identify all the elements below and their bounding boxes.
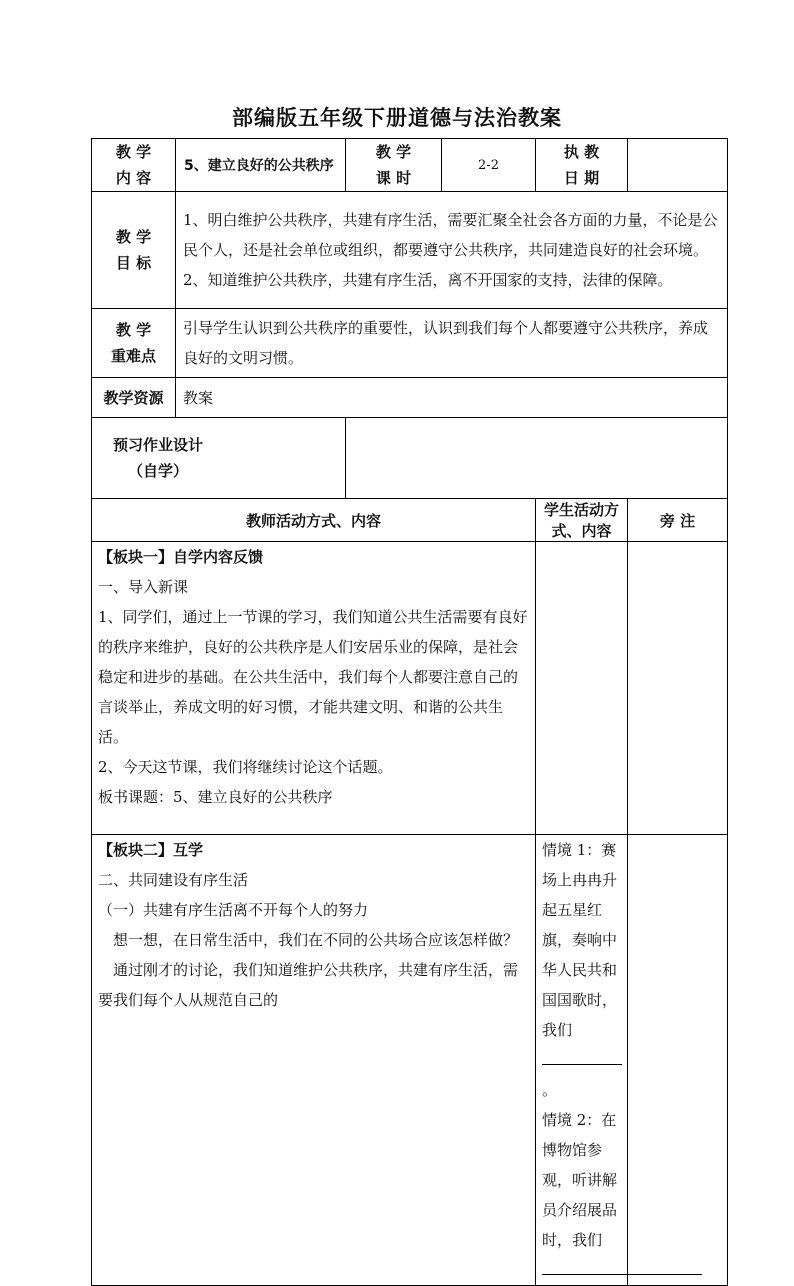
block2-row [92,835,728,1286]
block1-line-4: 板书课题：5、建立良好的公共秩序 [98,788,333,806]
date-label: 执 教 日 期 [536,139,628,192]
block1-heading: 【板块一】自学内容反馈 [98,548,264,566]
resources-label: 教学资源 [92,378,176,418]
document-title: 部编版五年级下册道德与法治教案 [232,106,562,130]
block2-teacher-content [92,835,536,1286]
block2-student-content [536,835,628,1286]
preview-label: 预习作业设计 （自学） [92,418,346,499]
activity-header-row [92,499,728,542]
block1-line-1: 一、导入新课 [98,578,189,596]
block1-notes [628,542,728,835]
answer-blank[interactable] [542,1258,702,1276]
preview-value [346,418,728,499]
block1-student-content [536,542,628,835]
content-label: 教 学 内 容 [92,139,176,192]
resources-row [92,378,728,418]
lesson-plan-table [91,138,728,1286]
preview-row [92,418,728,499]
hours-label: 教 学 课 时 [346,139,442,192]
lesson-topic: 5、建立良好的公共秩序 [176,139,346,192]
answer-blank[interactable] [542,1048,622,1066]
block2-line-3: 想一想，在日常生活中，我们在不同的公共场合应该怎样做？ [113,931,519,949]
student-column-header: 学生活动方式、内容 [536,499,628,542]
hours-value: 2-2 [442,139,536,192]
block2-line-2: （一）共建有序生活离不开每个人的努力 [98,901,369,919]
goals-label: 教 学 目 标 [92,192,176,309]
goals-row [92,192,728,309]
resources-value: 教案 [176,378,728,418]
date-value [628,139,728,192]
goal-item-1: 1、明白维护公共秩序，共建有序生活，需要汇聚全社会各方面的力量，不论是公民个人，还是社会单位或组织，都要遵守公共秩序，共同建造良好的社会环境。 [183,211,718,259]
teacher-column-header: 教师活动方式、内容 [92,499,536,542]
block2-line-4: 通过刚才的讨论，我们知道维护公共秩序，共建有序生活，需要我们每个人从规范自己的 [98,961,519,1009]
block1-row [92,542,728,835]
header-row [92,139,728,192]
student-situation-1: 情境 1：赛场上冉冉升起五星红旗，奏响中华人民共和国国歌时，我们。 [542,835,623,1105]
key-points-row [92,309,728,378]
block2-line-1: 二、共同建设有序生活 [98,871,249,889]
key-points-label: 教 学 重难点 [92,309,176,378]
notes-column-header: 旁 注 [628,499,728,542]
block2-notes [628,835,728,1286]
block1-line-2: 1、同学们，通过上一节课的学习，我们知道公共生活需要有良好的秩序来维护，良好的公共秩序是人们安居乐业的保障，是社会稳定和进步的基础。在公共生活中，我们每个人都要注意自己的言谈举止，养成文明的好习惯，才能共建文明、和谐的公共生活。 [98,608,528,746]
block1-line-3: 2、今天这节课，我们将继续讨论这个话题。 [98,758,393,776]
student-situation-2: 情境 2：在博物馆参观，听讲解员介绍展品时，我们 [542,1105,623,1285]
block1-teacher-content [92,542,536,835]
goal-item-2: 2、知道维护公共秩序，共建有序生活，离不开国家的支持，法律的保障。 [183,271,673,289]
key-points-content: 引导学生认识到公共秩序的重要性，认识到我们每个人都要遵守公共秩序，养成良好的文明习惯。 [176,309,728,378]
block2-heading: 【板块二】互学 [98,841,204,859]
goals-content [176,192,728,309]
